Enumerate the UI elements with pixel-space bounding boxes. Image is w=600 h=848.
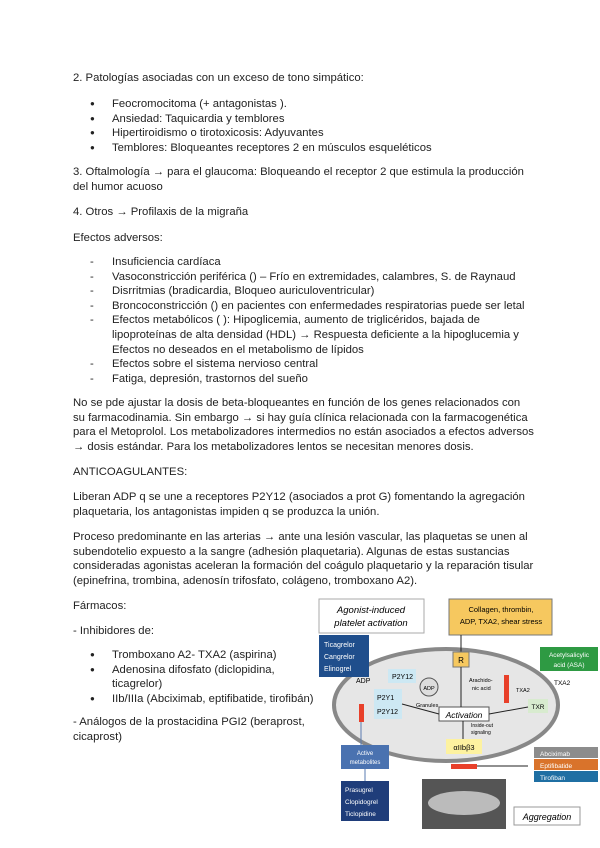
p2y12-label: P2Y12 <box>377 709 399 716</box>
aggregation-label: Aggregation <box>522 812 572 822</box>
list-item: - Broncoconstricción () en pacientes con enfermedades respiratorias puede ser letal <box>90 299 530 314</box>
drug-label: Cangrelor <box>324 654 355 661</box>
asa-label: Acetylsalicylic <box>548 652 590 659</box>
dosis-paragraph: No se pde ajustar la dosis de beta-bloqueantes en función de los genes relacionados con su farmacodinamia. Sin embargo → si hay guía clínica relacionada con la farmacogenética para el Metoprolol. Los metabolizadores intermedios no están asociados a efectos adversos → dosis estándar. Para los metabolizadores lentos se necesitan menores dosis. <box>73 397 534 453</box>
agonists-text-2: ADP, TXA2, shear stress <box>459 617 543 626</box>
list-item: ● Ansiedad: Taquicardia y temblores <box>90 112 432 127</box>
aiib-label: αIIbβ3 <box>453 743 475 752</box>
list-item: - Insuficiencia cardíaca <box>90 255 530 270</box>
eptifibatide-label: Eptifibatide <box>540 763 573 770</box>
receptor-label: R <box>458 656 464 665</box>
adversos-title: Efectos adversos: <box>73 232 163 244</box>
list-item: ● Tromboxano A2- TXA2 (aspirina) <box>90 648 315 663</box>
list-item: - Fatiga, depresión, trastornos del sueño <box>90 372 530 387</box>
p2y1-label: P2Y1 <box>377 695 395 702</box>
diagram-title-2: platelet activation <box>334 618 408 629</box>
list-item: - Efectos sobre el sistema nervioso central <box>90 357 530 372</box>
anticoagulantes-title: ANTICOAGULANTES: <box>73 466 188 478</box>
drug-label: Ticagrelor <box>324 642 355 649</box>
farmacos-list <box>90 648 315 706</box>
list-item: - Efectos metabólicos ( ): Hipoglicemia, aumento de triglicéridos, bajada de lipoproteínas de alta densidad (HDL) → Respuesta deficiente a la hipoglucemia y Efectos no deseados en el metabolismo de lípidos <box>90 313 530 357</box>
platelet-activation-diagram <box>316 597 600 845</box>
asa-label: acid (ASA) <box>553 662 585 669</box>
inhibidores-label: - Inhibidores de: <box>73 625 155 637</box>
drug-label: Prasugrel <box>345 787 373 794</box>
list-item: ● IIb/IIIa (Abciximab, eptifibatide, tirofibán) <box>90 692 315 707</box>
list-item: ● Hipertiroidismo o tirotoxicosis: Adyuvantes <box>90 126 432 141</box>
farmacos-title: Fármacos: <box>73 600 127 612</box>
granule-label: ADP <box>423 686 435 692</box>
platelet-aggregate <box>428 791 500 815</box>
adp-label: ADP <box>356 678 371 685</box>
adversos-list <box>90 255 530 386</box>
list-item: ● Temblores: Bloqueantes receptores 2 en músculos esqueléticos <box>90 141 432 156</box>
anticoag-p2: Proceso predominante en las arterias → ante una lesión vascular, las plaquetas se unen al subendotelio expuesto a la sangre (adhesión plaquetaria). Algunas de estas sustancias consideradas agonistas aceleran la formación del coágulo plaquetario y la reparación tisular (epinefrina, trombina, adenosín trifosfato, colágeno, tromboxano A2). <box>73 531 534 587</box>
txr-label: TXR <box>531 704 545 711</box>
diagram-title-1: Agonist-induced <box>336 605 406 616</box>
txa2-label: TXA2 <box>516 688 530 694</box>
drug-label: Ticlopidine <box>345 811 376 818</box>
section-2-title: 2. Patologías asociadas con un exceso de tono simpático: <box>73 72 364 84</box>
analogos-text: - Análogos de la prostacidina PGI2 (beraprost, cicaprost) <box>73 716 305 743</box>
section-4: 4. Otros → Profilaxis de la migraña <box>73 206 249 218</box>
granules-label: Granules <box>416 703 439 709</box>
gpiib-block <box>451 764 477 769</box>
p2y12-block <box>359 704 364 722</box>
asa-block <box>504 675 509 703</box>
sec2-list <box>90 97 432 155</box>
drug-label: Clopidogrel <box>345 799 378 806</box>
list-item: - Vasoconstricción periférica () – Frío en extremidades, calambres, S. de Raynaud <box>90 270 530 285</box>
agonists-text-1: Collagen, thrombin, <box>468 605 534 614</box>
anticoag-p1: Liberan ADP q se une a receptores P2Y12 (asociados a prot G) fomentando la agregación plaquetaria, los antagonistas impiden q se produzca la unión. <box>73 491 525 518</box>
abciximab-label: Abciximab <box>540 751 570 758</box>
list-item: ● Adenosina difosfato (diclopidina, ticagrelor) <box>90 663 315 692</box>
activation-label: Activation <box>445 710 483 720</box>
arachidonic-label: nic acid <box>472 686 491 692</box>
drug-label: Elinogrel <box>324 666 352 673</box>
section-3: 3. Oftalmología → para el glaucoma: Bloqueando el receptor 2 que estimula la producción del humor acuoso <box>73 166 524 193</box>
active-label: metabolites <box>349 760 381 766</box>
p2y12-label: P2Y12 <box>392 674 414 681</box>
tirofiban-label: Tirofiban <box>540 775 566 782</box>
inside-out-label: Inside-out <box>471 723 493 729</box>
txa2-label: TXA2 <box>554 680 571 687</box>
inside-out-label: signaling <box>471 730 491 736</box>
list-item: ● Feocromocitoma (+ antagonistas ). <box>90 97 432 112</box>
active-label: Active <box>356 751 374 757</box>
list-item: - Disrritmias (bradicardia, Bloqueo auriculoventricular) <box>90 284 530 299</box>
arachidonic-label: Arachido- <box>469 678 493 684</box>
